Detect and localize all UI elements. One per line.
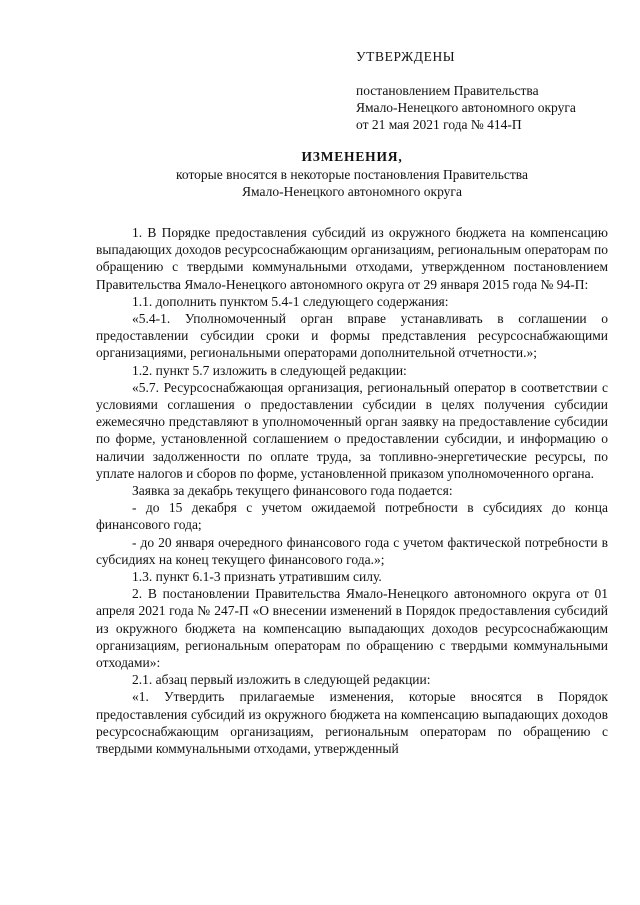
paragraph: 1.2. пункт 5.7 изложить в следующей редакции: [132, 362, 407, 378]
document-title: ИЗМЕНЕНИЯ, [301, 149, 403, 164]
paragraph: 1.1. дополнить пунктом 5.4-1 следующего содержания: [132, 293, 449, 309]
approval-line-2: Ямало-Ненецкого автономного округа [356, 100, 576, 115]
paragraph: 2.1. абзац первый изложить в следующей редакции: [132, 672, 431, 688]
approval-block [356, 48, 616, 133]
document-body [96, 224, 608, 757]
paragraph: «5.7. Ресурсоснабжающая организация, региональный оператор в соответствии с условиями соглашения о предоставлении субсидии в целях получения субсидии ежемесячно представляют в уполномоченный орган заявку на предоставление субсидии по форме, установленной соглашением о предоставлении субсидии, и информацию о наличии задолженности по оплате труда, за топливно-энергетические ресурсы, по уплате налогов и сборов по форме, установленной приказом уполномоченного органа. [96, 379, 608, 481]
paragraph: «1. Утвердить прилагаемые изменения, которые вносятся в Порядок предоставления субсидий из окружного бюджета на компенсацию выпадающих доходов ресурсоснабжающим организациям, региональным операторам по обращению с твердыми коммунальными отходами, утвержденный [96, 689, 608, 757]
document-subtitle-line-1: которые вносятся в некоторые постановления Правительства [176, 167, 528, 182]
document-title-block [96, 148, 608, 200]
paragraph: Заявка за декабрь текущего финансового года подается: [132, 483, 453, 499]
paragraph: 2. В постановлении Правительства Ямало-Ненецкого автономного округа от 01 апреля 2021 года № 247-П «О внесении изменений в Порядок предоставления субсидий из окружного бюджета на компенсацию выпадающих доходов ресурсоснабжающим организациям, региональным операторам по обращению с твердыми коммунальными отходами»: [96, 586, 608, 671]
approval-heading: УТВЕРЖДЕНЫ [356, 49, 456, 64]
approval-line-3: от 21 мая 2021 года № 414-П [356, 117, 522, 132]
paragraph: - до 20 января очередного финансового года с учетом фактической потребности в субсидиях на конец текущего финансового года.»; [96, 534, 608, 567]
approval-line-1: постановлением Правительства [356, 83, 539, 98]
paragraph: 1. В Порядке предоставления субсидий из окружного бюджета на компенсацию выпадающих доходов ресурсоснабжающим организациям, региональным операторам по обращению с твердыми коммунальными отходами, утвержденном постановлением Правительства Ямало-Ненецкого автономного округа от 29 января 2015 года № 94-П: [96, 225, 608, 292]
paragraph: 1.3. пункт 6.1-3 признать утратившим силу. [132, 569, 382, 585]
document-subtitle-line-2: Ямало-Ненецкого автономного округа [242, 184, 462, 199]
paragraph: «5.4-1. Уполномоченный орган вправе устанавливать в соглашении о предоставлении субсидии сроки и формы представления ресурсоснабжающими организациями, региональными операторами дополнительной отчетности.»; [96, 311, 608, 361]
paragraph: - до 15 декабря с учетом ожидаемой потребности в субсидиях до конца финансового года; [96, 500, 608, 533]
